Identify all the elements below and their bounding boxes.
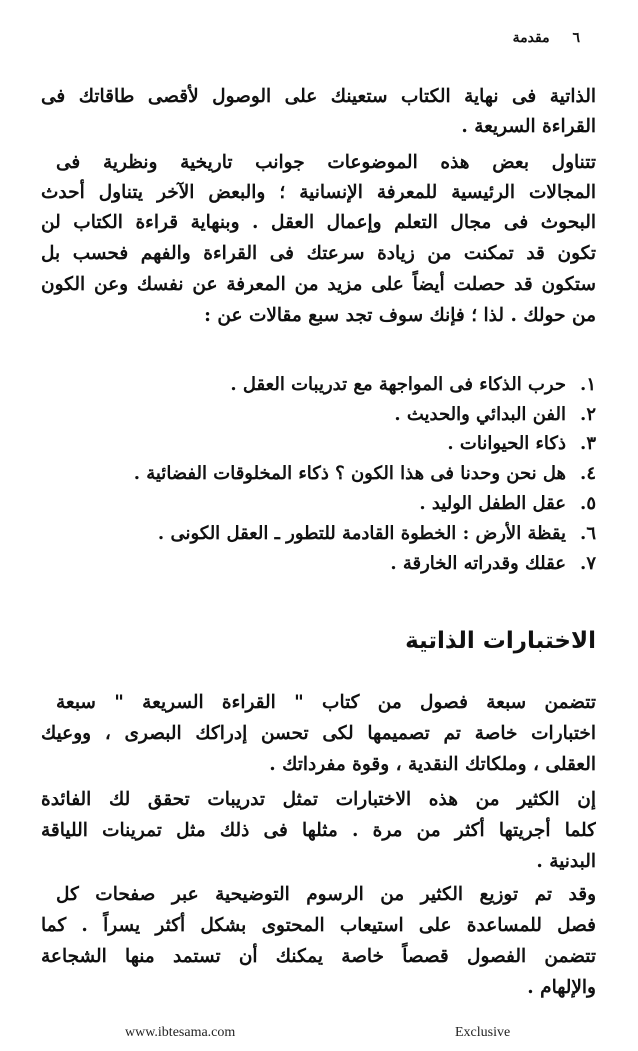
list-item: ٣.ذكاء الحيوانات . — [447, 433, 596, 454]
list-item: ٤.هل نحن وحدنا فى هذا الكون ؟ ذكاء المخلوقات الفضائية . — [133, 463, 596, 484]
text-line: فصل للمساعدة على استيعاب المحتوى بشكل أكثر يسراً . كما — [41, 915, 596, 936]
text-line: العقلى ، وملكاتك النقدية ، وقوة مفرداتك . — [269, 754, 596, 775]
section-heading: الاختبارات الذاتية — [405, 628, 596, 654]
text-line: من حولك . لذا ؛ فإنك سوف تجد سبع مقالات عن : — [204, 305, 596, 326]
page-number: ٦ — [572, 30, 580, 46]
list-item: ٦.يقظة الأرض : الخطوة القادمة للتطور ـ العقل الكونى . — [157, 523, 596, 544]
text-line: وقد تم توزيع الكثير من الرسوم التوضيحية عبر صفحات كل — [56, 884, 596, 905]
page-header — [513, 30, 580, 46]
text-line: القراءة السريعة . — [461, 116, 596, 137]
text-line: تكون قد تمكنت من زيادة سرعتك فى القراءة والفهم فحسب بل — [41, 243, 596, 264]
chapter-title: مقدمة — [512, 30, 550, 46]
text-line: والإلهام . — [527, 977, 596, 998]
text-line: البحوث فى مجال التعلم وإعمال العقل . وبنهاية قراءة الكتاب لن — [41, 212, 596, 233]
text-line: المجالات الرئيسية للمعرفة الإنسانية ؛ والبعض الآخر يتناول أحدث — [41, 182, 596, 203]
list-item: ٢.الفن البدائي والحديث . — [394, 404, 596, 425]
list-item: ١.حرب الذكاء فى المواجهة مع تدريبات العقل . — [230, 374, 596, 395]
text-line: إن الكثير من هذه الاختبارات تمثل تدريبات تحقق لك الفائدة — [41, 789, 596, 810]
text-line: البدنية . — [536, 851, 596, 872]
text-line: اختبارات خاصة تم تصميمها لكى تحسن إدراكك البصرى ، ووعيك — [41, 723, 596, 744]
list-item: ٥.عقل الطفل الوليد . — [419, 493, 596, 514]
footer-tag: Exclusive — [455, 1025, 511, 1040]
text-line: تتناول بعض هذه الموضوعات جوانب تاريخية ونظرية فى — [56, 152, 596, 173]
list-item: ٧.عقلك وقدراته الخارقة . — [390, 553, 596, 574]
footer-website: www.ibtesama.com — [125, 1025, 236, 1040]
text-line: تتضمن الفصول قصصاً خاصة يمكنك أن تستمد منها الشجاعة — [41, 946, 596, 967]
text-line: كلما أجريتها أكثر من مرة . مثلها فى ذلك مثل تمرينات اللياقة — [41, 820, 596, 841]
text-line: تتضمن سبعة فصول من كتاب " القراءة السريعة " سبعة — [56, 692, 596, 713]
text-line: ستكون قد حصلت أيضاً على مزيد من المعرفة عن نفسك وعن الكون — [41, 274, 596, 295]
text-line: الذاتية فى نهاية الكتاب ستعينك على الوصول لأقصى طاقاتك فى — [41, 86, 596, 107]
